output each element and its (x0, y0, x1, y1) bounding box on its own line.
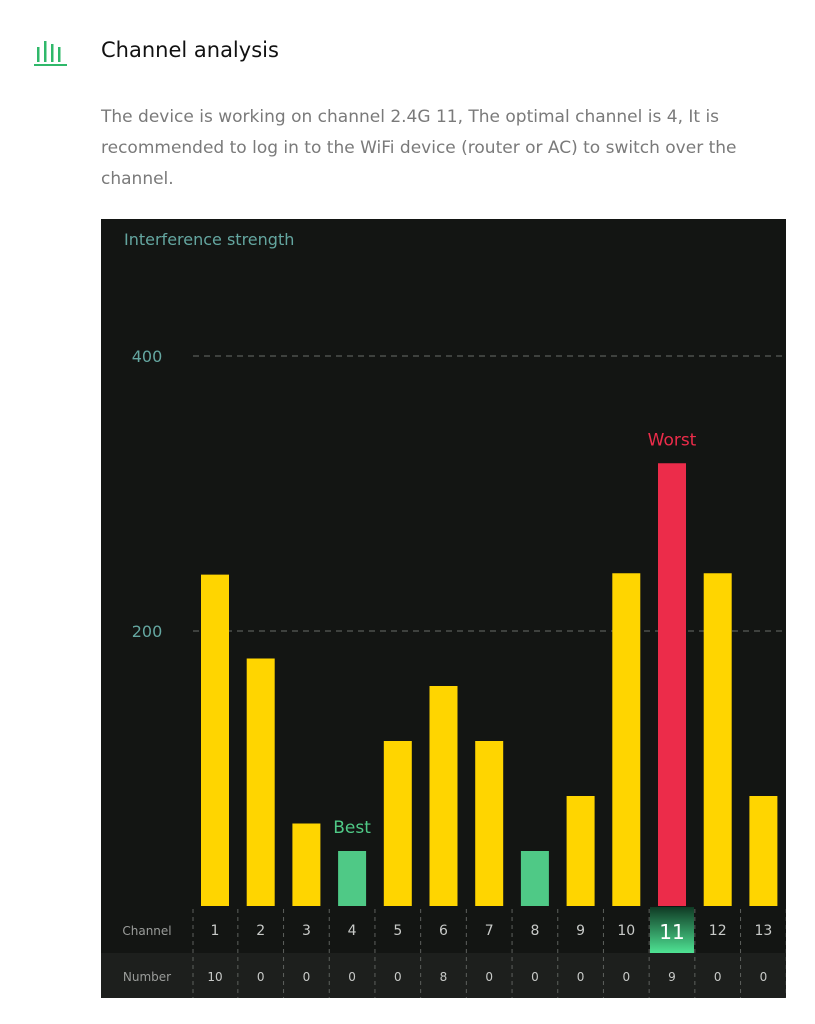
channel-number-12: 0 (713, 970, 722, 984)
worst-label: Worst (647, 430, 697, 451)
channel-label-7: 7 (484, 923, 494, 939)
number-row-label: Number (122, 970, 172, 984)
bar-channel-9 (567, 796, 595, 906)
channel-label-8: 8 (530, 923, 540, 939)
bar-channel-10 (612, 573, 640, 906)
channel-label-11: 11 (659, 920, 685, 944)
channel-number-4: 0 (348, 970, 356, 984)
channel-number-11: 9 (668, 970, 676, 984)
best-label: Best (333, 818, 371, 838)
channel-label-2: 2 (256, 923, 266, 939)
channel-number-10: 0 (622, 970, 631, 984)
channel-label-4: 4 (347, 923, 357, 939)
channel-label-10: 10 (617, 923, 636, 939)
bar-chart-icon (34, 38, 68, 68)
channel-label-5: 5 (393, 923, 403, 939)
channel-number-9: 0 (576, 970, 585, 984)
channel-number-7: 0 (485, 970, 494, 984)
bar-channel-11 (658, 463, 686, 906)
channel-chart (101, 219, 786, 998)
bar-channel-2 (247, 659, 275, 907)
channel-number-3: 0 (302, 970, 311, 984)
bar-channel-5 (384, 741, 412, 906)
bar-channel-6 (430, 686, 458, 906)
channel-label-12: 12 (708, 923, 727, 939)
y-tick-400: 400 (131, 347, 163, 366)
channel-chart-svg (101, 219, 786, 998)
bar-channel-1 (201, 575, 229, 906)
channel-label-9: 9 (576, 923, 586, 939)
bar-channel-7 (475, 741, 503, 906)
bar-channel-12 (704, 573, 732, 906)
channel-row-label: Channel (122, 924, 172, 938)
bar-channel-8 (521, 851, 549, 906)
channel-number-6: 8 (439, 970, 448, 984)
channel-label-1: 1 (210, 923, 220, 939)
bar-channel-13 (749, 796, 777, 906)
bar-channel-4 (338, 851, 366, 906)
channel-label-6: 6 (439, 923, 448, 939)
section-title: Channel analysis (101, 38, 279, 62)
channel-label-13: 13 (754, 923, 773, 939)
bar-channel-3 (292, 824, 320, 907)
channel-label-3: 3 (301, 923, 311, 939)
y-axis-label: Interference strength (124, 230, 295, 249)
channel-number-2: 0 (256, 970, 265, 984)
y-tick-200: 200 (131, 622, 163, 641)
analysis-description: The device is working on channel 2.4G 11, The optimal channel is 4, It is recommended to log in to the WiFi device (router or AC) to switch over the channel. (101, 107, 737, 189)
channel-number-8: 0 (531, 970, 539, 984)
channel-number-1: 10 (207, 970, 223, 984)
channel-number-5: 0 (393, 970, 402, 984)
channel-number-13: 0 (759, 970, 768, 984)
